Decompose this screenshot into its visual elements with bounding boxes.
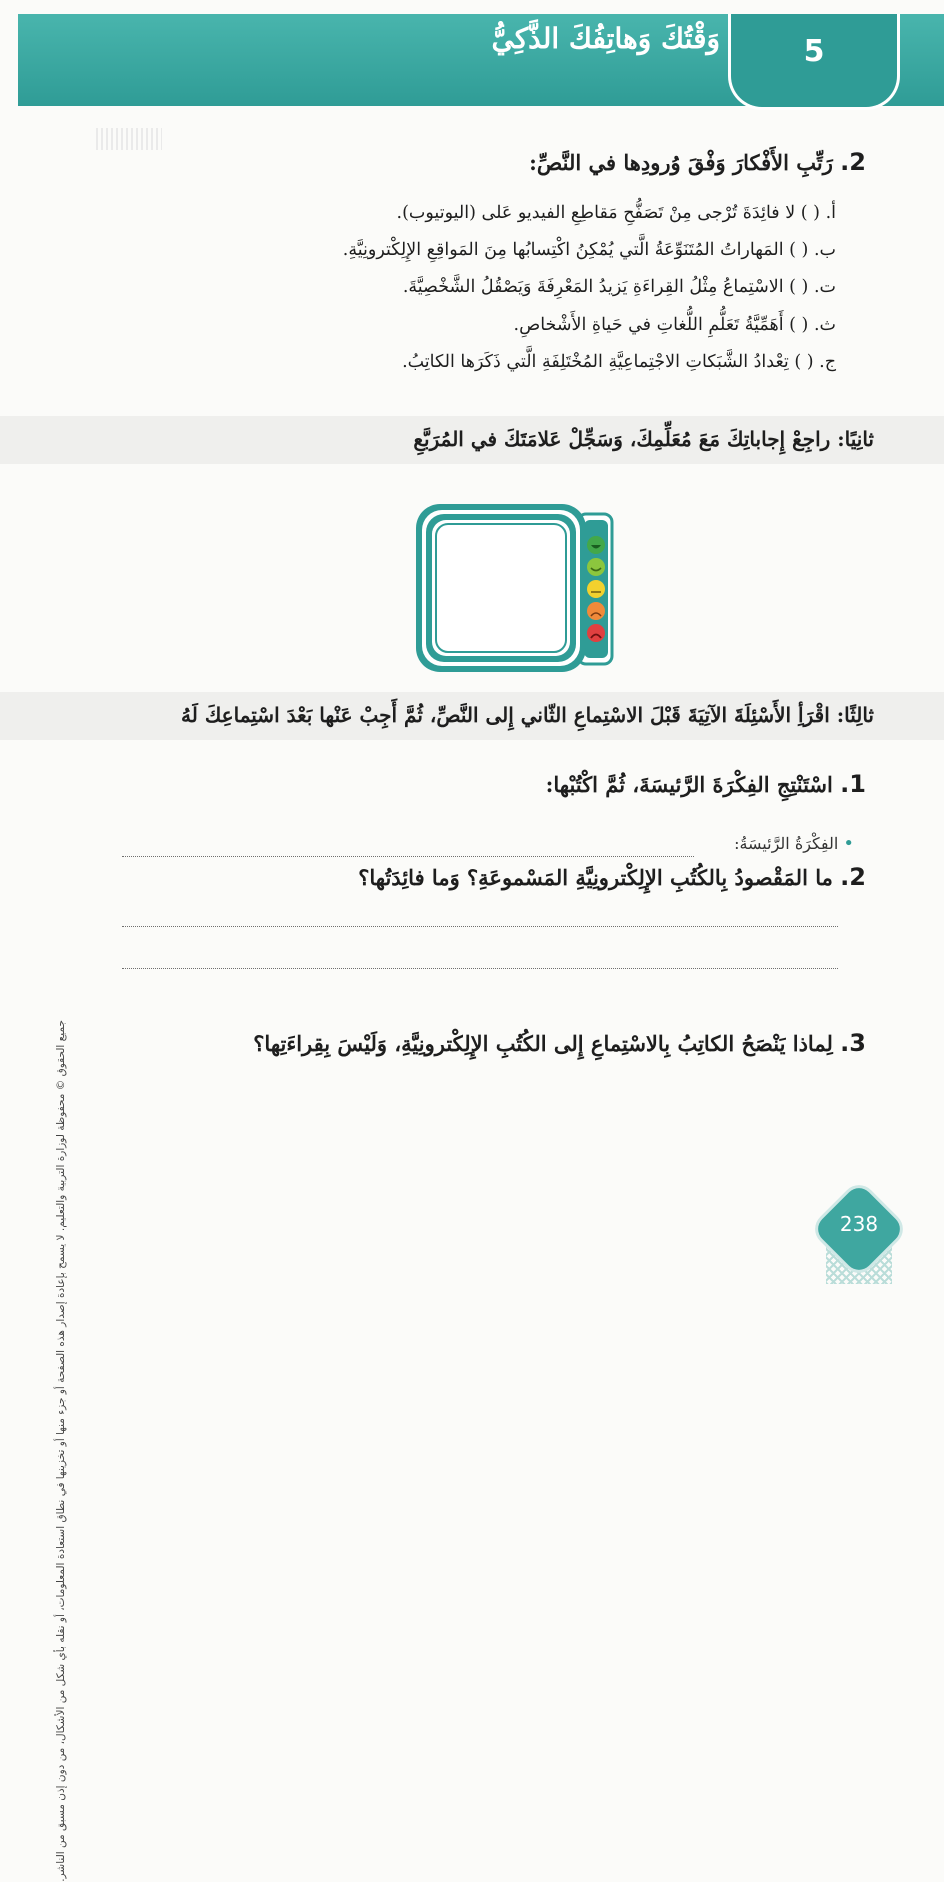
very-happy-face-icon	[587, 536, 605, 554]
item-letter: ج.	[819, 352, 836, 372]
list-item	[402, 352, 836, 372]
watermark-mark	[96, 128, 162, 150]
question-text: رَتِّبِ الأَفْكارَ وَفْقَ وُرودِها في النَّصِّ:	[529, 150, 833, 175]
unit-tab	[728, 14, 900, 110]
question-text: لِماذا يَنْصَحُ الكاتِبُ بِالاسْتِماعِ إِلى الكُتُبِ الإِلِكْترونِيَّةِ، وَلَيْسَ بِقِراءَتِها؟	[253, 1031, 833, 1056]
item-text: ( ) المَهاراتُ المُتَنَوِّعَةُ الَّتي يُمْكِنُ اكْتِسابُها مِنَ المَواقِعِ الإِلِكْترونِيَّةِ.	[342, 240, 809, 260]
item-letter: ت.	[813, 277, 836, 297]
item-text: ( ) الاسْتِماعُ مِثْلُ القِراءَةِ يَزيدُ المَعْرِفَةَ وَيَصْقُلُ الشَّخْصِيَّةَ.	[402, 277, 809, 297]
list-item	[343, 240, 836, 260]
ordering-question	[166, 148, 866, 176]
question-number: 1.	[840, 770, 866, 798]
question-2	[166, 863, 866, 891]
lesson-title: وَقْتُكَ وَهاتِفُكَ الذَّكِيُّ	[491, 22, 720, 55]
copyright-notice: جميع الحقوق © محفوظة لوزارة التربية والتعليم. لا يسمح بإعادة إصدار هذه الصفحة أو جزء منها أو تخزينها في نطاق استعادة المعلومات، أو نقله بأي شكل من الأشكال، من دون إذن مسبق من الناشر.	[55, 1020, 67, 1882]
section-title: ثالِثًا: اقْرَأِ الأَسْئِلَةَ الآتِيَةَ قَبْلَ الاسْتِماعِ الثّاني إِلى النَّصِّ، ثُمَّ أَجِبْ عَنْها بَعْدَ اسْتِماعِكَ لَهُ	[181, 703, 874, 727]
item-letter: ب.	[813, 240, 836, 260]
list-item	[397, 203, 836, 223]
question-number: 3.	[840, 1029, 866, 1057]
question-number: 2.	[840, 148, 866, 176]
answer-line[interactable]	[122, 926, 838, 927]
bullet-icon: •	[843, 833, 854, 854]
question-text: ما المَقْصودُ بِالكُتُبِ الإِلِكْترونِيَّةِ المَسْموعَةِ؟ وَما فائِدَتُها؟	[358, 865, 833, 890]
item-text: ( ) تِعْدادُ الشَّبَكاتِ الاجْتِماعِيَّةِ المُخْتَلِفَةِ الَّتي ذَكَرَها الكاتِبُ.	[402, 352, 814, 372]
question-text: اسْتَنْتِجِ الفِكْرَةَ الرَّئيسَةَ، ثُمَّ اكْتُبْها:	[545, 772, 833, 797]
main-idea-label	[734, 833, 854, 854]
item-letter: أ.	[825, 203, 836, 223]
happy-face-icon	[587, 558, 605, 576]
page-number: 238	[839, 1212, 879, 1236]
very-sad-face-icon	[587, 624, 605, 642]
list-item	[514, 315, 837, 335]
question-number: 2.	[840, 863, 866, 891]
label-text: الفِكْرَةُ الرَّئيسَةُ:	[734, 834, 839, 853]
question-3	[86, 1029, 866, 1057]
question-1	[166, 770, 866, 798]
answer-line[interactable]	[122, 856, 694, 857]
item-letter: ث.	[813, 315, 836, 335]
unit-number: 5	[803, 34, 825, 69]
score-square[interactable]	[432, 520, 570, 656]
item-text: ( ) لا فائِدَةَ تُرْجى مِنْ تَصَفُّحِ مَقاطِعِ الفيديو عَلى (اليوتيوب).	[396, 203, 820, 223]
score-box	[410, 498, 620, 678]
sad-face-icon	[587, 602, 605, 620]
answer-line[interactable]	[122, 968, 838, 969]
item-text: ( ) أَهَمِّيَّةُ تَعَلُّمِ اللُّغاتِ في حَياةِ الأَشْخاصِ.	[513, 315, 809, 335]
neutral-face-icon	[587, 580, 605, 598]
section-title: ثانِيًا: راجِعْ إِجاباتِكَ مَعَ مُعَلِّمِكَ، وَسَجِّلْ عَلامَتَكَ في المُرَبَّعِ	[413, 427, 874, 451]
list-item	[403, 277, 836, 297]
